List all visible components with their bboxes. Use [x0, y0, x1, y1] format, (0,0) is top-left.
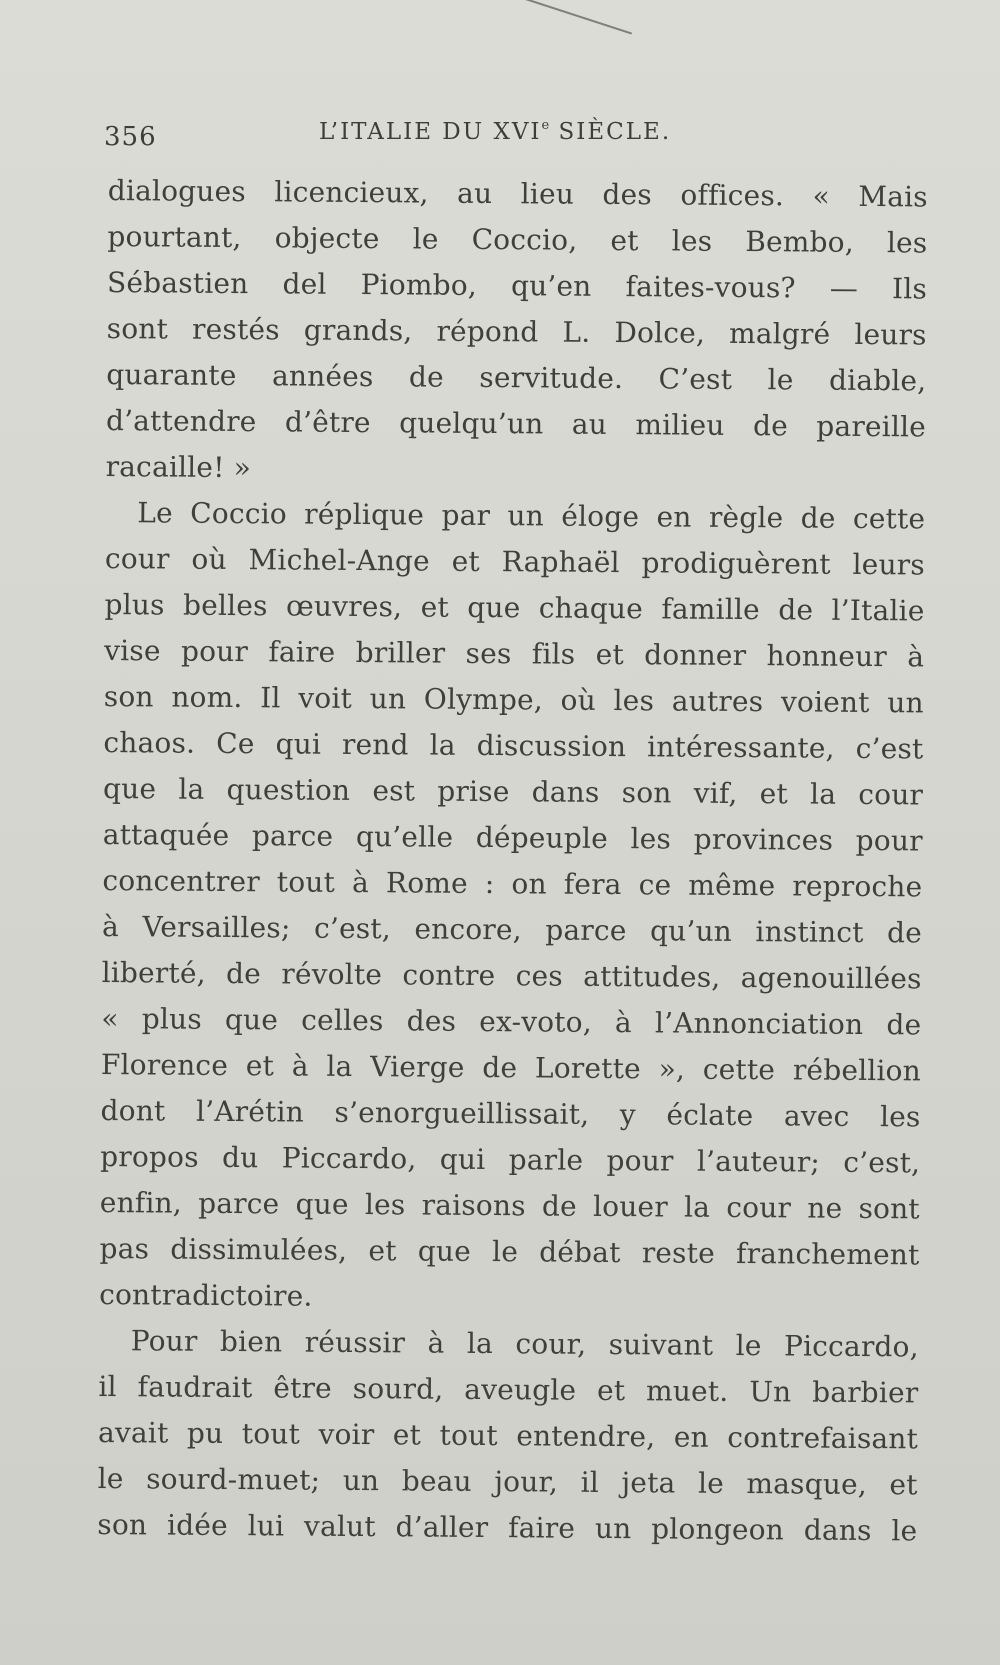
text-line: liberté, de révolte contre ces attitudes, agenouillées: [101, 955, 922, 996]
running-title: [319, 118, 671, 145]
text-line: que la question est prise dans son vif, et la cour: [102, 771, 924, 812]
text-line: d’attendre d’être quelqu’un au milieu de pareille: [105, 403, 927, 444]
paragraph-start-line: Le Coccio réplique par un éloge en règle de cette: [137, 496, 926, 536]
paper-crease: [470, 0, 632, 34]
text-line: il faudrait être sourd, aveugle et muet. Un barbier: [98, 1369, 919, 1410]
text-line: concentrer tout à Rome : on fera ce même reproche: [102, 863, 923, 904]
text-line: vise pour faire briller ses fils et donner honneur à: [104, 633, 925, 674]
body-text: [97, 168, 928, 1554]
text-line: dialogues licencieux, au lieu des offices. « Mais: [107, 173, 928, 214]
text-line: chaos. Ce qui rend la discussion intéressante, c’est: [103, 725, 924, 766]
text-line: cour où Michel-Ange et Raphaël prodiguèrent leurs: [104, 541, 926, 582]
text-line: propos du Piccardo, qui parle pour l’auteur; c’est,: [100, 1139, 921, 1180]
text-line: enfin, parce que les raisons de louer la cour ne sont: [99, 1185, 920, 1226]
page-header: [104, 118, 724, 158]
text-line: dont l’Arétin s’enorgueillissait, y éclate avec les: [100, 1093, 921, 1134]
text-line: avait pu tout voir et tout entendre, en contrefaisant: [97, 1415, 919, 1456]
text-line: sont restés grands, répond L. Dolce, malgré leurs: [106, 311, 927, 352]
running-title-main: L’ITALIE DU XVI: [319, 119, 542, 145]
running-title-tail: SIÈCLE.: [549, 119, 672, 145]
text-line: pourtant, objecte le Coccio, et les Bembo, les: [107, 219, 928, 260]
text-line: le sourd-muet; un beau jour, il jeta le masque, et: [97, 1461, 918, 1502]
text-line: son idée lui valut d’aller faire un plongeon dans le: [97, 1507, 918, 1548]
text-line: attaquée parce qu’elle dépeuple les provinces pour: [102, 817, 923, 858]
running-title-superscript: e: [541, 118, 550, 133]
text-line: à Versailles; c’est, encore, parce qu’un instinct de: [101, 909, 923, 950]
text-line: contradictoire.: [99, 1277, 313, 1313]
text-line: plus belles œuvres, et que chaque famille de l’Italie: [104, 587, 925, 628]
text-line: pas dissimulées, et que le débat reste franchement: [99, 1231, 920, 1272]
text-line: Sébastien del Piombo, qu’en faites-vous? — Ils: [106, 265, 928, 306]
text-line: quarante années de servitude. C’est le diable,: [106, 357, 927, 398]
text-line: son nom. Il voit un Olympe, où les autres voient un: [103, 679, 924, 720]
text-line: racaille! »: [105, 449, 252, 485]
page-number: 356: [104, 122, 157, 152]
paragraph-start-line: Pour bien réussir à la cour, suivant le Piccardo,: [130, 1324, 919, 1364]
text-line: « plus que celles des ex-voto, à l’Annonciation de: [101, 1001, 922, 1042]
text-line: Florence et à la Vierge de Lorette », cette rébellion: [100, 1047, 922, 1088]
